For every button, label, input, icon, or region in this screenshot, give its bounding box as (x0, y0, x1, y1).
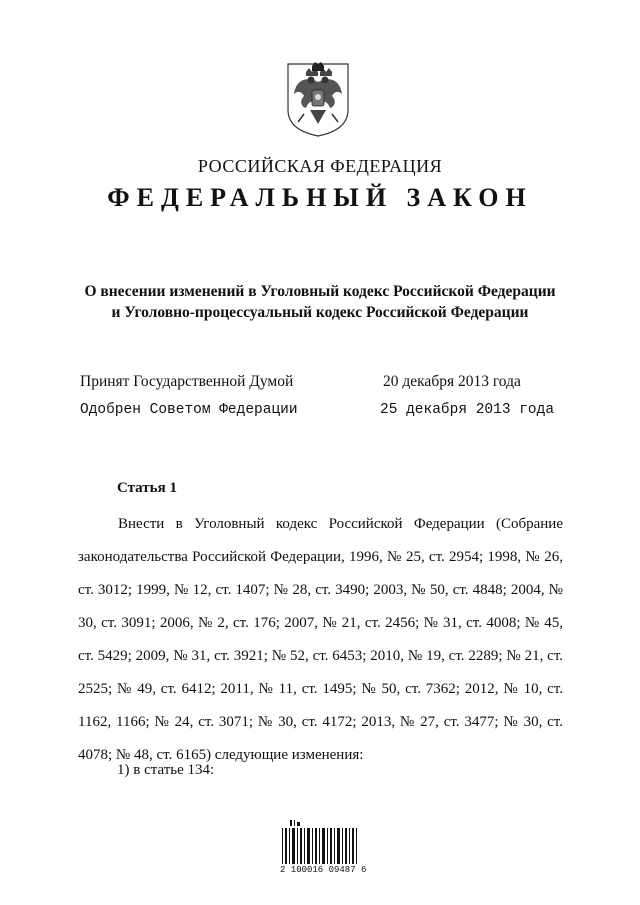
law-title-line: О внесении изменений в Уголовный кодекс Российской Федерации (84, 283, 556, 300)
article-item: 1) в статье 134: (117, 762, 215, 778)
approved-date: 25 декабря 2013 года (380, 402, 555, 418)
article-paragraph: Внести в Уголовный кодекс Российской Федерации (Собрание законодательства Российской Федерации, 1996, № 25, ст. 2954; 1998, № 26, ст. 3012; 1999, № 12, ст. 1407; № 28, ст. 3490; 2003, № 50, ст. 4848; 2004, № 30, ст. 3091; 2006, № 2, ст. 176; 2007, № 21, ст. 2456; № 31, ст. 4008; № 45, ст. 5429; 2009, № 31, ст. 3921; № 52, ст. 6453; 2010, № 19, ст. 2289; № 21, ст. 2525; № 49, ст. 6412; 2011, № 11, ст. 1495; № 50, ст. 7362; 2012, № 10, ст. 1162, 1166; № 24, ст. 3071; № 30, ст. 4172; 2013, № 27, ст. 3477; № 30, ст. 4078; № 48, ст. 6165) следующие изменения: (78, 516, 563, 763)
law-title-line: и Уголовно-процессуальный кодекс Российской Федерации (111, 304, 529, 321)
article-heading: Статья 1 (117, 480, 177, 496)
coat-of-arms-icon (284, 60, 352, 138)
barcode-bars (280, 820, 360, 866)
country-name: РОССИЙСКАЯ ФЕДЕРАЦИЯ (197, 156, 443, 176)
barcode (280, 820, 360, 886)
adopted-date: 20 декабря 2013 года (383, 373, 521, 390)
barcode-number: 2 100016 09487 6 (280, 865, 367, 875)
law-title (0, 281, 640, 323)
adopted-label: Принят Государственной Думой (80, 373, 294, 390)
document-type: ФЕДЕРАЛЬНЫЙ ЗАКОН (107, 183, 533, 212)
approved-label: Одобрен Советом Федерации (80, 402, 298, 418)
